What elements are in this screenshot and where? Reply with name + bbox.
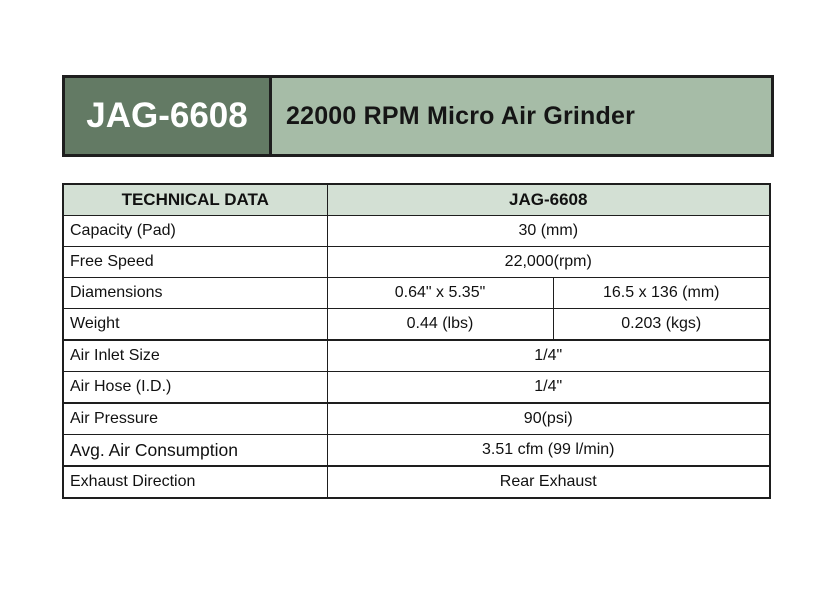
- row-label-capacity: Capacity (Pad): [63, 216, 327, 247]
- table-header-row: [63, 184, 770, 216]
- row-value-weight-metric: 0.203 (kgs): [553, 309, 770, 341]
- row-label-air-consumption: Avg. Air Consumption: [63, 435, 327, 467]
- row-value-dimensions-imperial: 0.64" x 5.35": [327, 278, 553, 309]
- row-label-exhaust: Exhaust Direction: [63, 466, 327, 498]
- technical-data-table: [62, 183, 771, 499]
- row-label-dimensions: Diamensions: [63, 278, 327, 309]
- row-value-weight-imperial: 0.44 (lbs): [327, 309, 553, 341]
- model-number: JAG-6608: [65, 78, 272, 154]
- row-value-capacity: 30 (mm): [327, 216, 770, 247]
- row-label-air-pressure: Air Pressure: [63, 403, 327, 435]
- product-header: [62, 75, 774, 157]
- table-row: [63, 340, 770, 372]
- table-row: [63, 466, 770, 498]
- row-label-air-hose: Air Hose (I.D.): [63, 372, 327, 404]
- row-value-air-inlet: 1/4": [327, 340, 770, 372]
- row-label-weight: Weight: [63, 309, 327, 341]
- table-row: [63, 372, 770, 404]
- row-value-air-consumption: 3.51 cfm (99 l/min): [327, 435, 770, 467]
- table-row: [63, 435, 770, 467]
- header-technical-data: TECHNICAL DATA: [63, 184, 327, 216]
- table-row: [63, 403, 770, 435]
- table-row: [63, 247, 770, 278]
- row-label-air-inlet: Air Inlet Size: [63, 340, 327, 372]
- row-value-air-hose: 1/4": [327, 372, 770, 404]
- row-value-exhaust: Rear Exhaust: [327, 466, 770, 498]
- row-value-free-speed: 22,000(rpm): [327, 247, 770, 278]
- table-row: [63, 309, 770, 341]
- table-row: [63, 278, 770, 309]
- row-value-dimensions-metric: 16.5 x 136 (mm): [553, 278, 770, 309]
- row-label-free-speed: Free Speed: [63, 247, 327, 278]
- table-row: [63, 216, 770, 247]
- row-value-air-pressure: 90(psi): [327, 403, 770, 435]
- product-title: 22000 RPM Micro Air Grinder: [286, 101, 636, 130]
- header-model: JAG-6608: [327, 184, 770, 216]
